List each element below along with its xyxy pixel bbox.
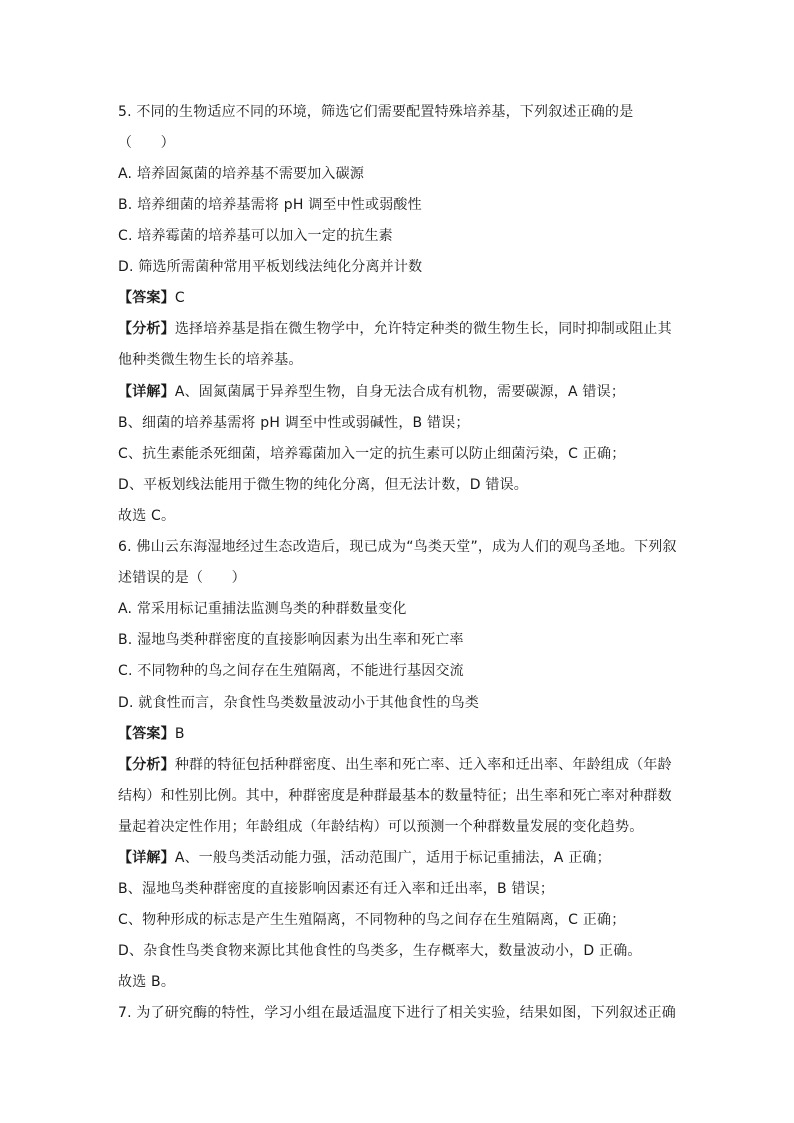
q5-option-a: A. 培养固氮菌的培养基不需要加入碳源 — [118, 166, 365, 182]
q6-option-c: C. 不同物种的鸟之间存在生殖隔离，不能进行基因交流 — [118, 663, 464, 679]
q5-analysis-tag: 【分析】 — [118, 321, 175, 337]
q5-answer-tag: 【答案】 — [118, 290, 175, 306]
q5-answer — [118, 288, 678, 308]
q5-stem: 5. 不同的生物适应不同的环境，筛选它们需要配置特殊培养基，下列叙述正确的是 — [118, 104, 634, 120]
q5-detail-line-1 — [118, 382, 678, 402]
q6-option-a: A. 常采用标记重捕法监测鸟类的种群数量变化 — [118, 601, 407, 617]
q5-analysis-text-1: 选择培养基是指在微生物学中，允许特定种类的微生物生长，同时抑制或阻止其 — [174, 321, 672, 337]
q6-detail-line-1 — [118, 848, 678, 868]
q6-answer-value: B — [174, 726, 185, 742]
q5-detail-line-2: B、细菌的培养基需将 pH 调至中性或弱碱性，B 错误； — [118, 415, 470, 431]
q6-answer — [118, 724, 678, 744]
q5-paren: （ ） — [118, 135, 175, 151]
q5-option-b: B. 培养细菌的培养基需将 pH 调至中性或弱酸性 — [118, 197, 422, 213]
q5-option-d: D. 筛选所需菌种常用平板划线法纯化分离并计数 — [118, 259, 423, 275]
q5-detail-tag: 【详解】 — [118, 384, 175, 400]
q6-analysis-line-2: 结构）和性别比例。其中，种群密度是种群最基本的数量特征；出生率和死亡率对种群数 — [118, 788, 672, 804]
q6-analysis-line-3: 量起着决定性作用；年龄组成（年龄结构）可以预测一个种群数量发展的变化趋势。 — [118, 819, 644, 835]
q6-detail-line-2: B、湿地鸟类种群密度的直接影响因素还有迁入率和迁出率，B 错误； — [118, 881, 555, 897]
q6-stem-line-2: 述错误的是（ ） — [118, 570, 246, 586]
q6-detail-text-1: A、一般鸟类活动能力强，活动范围广，适用于标记重捕法，A 正确； — [174, 850, 611, 866]
q5-detail-line-3: C、抗生素能杀死细菌，培养霉菌加入一定的抗生素可以防止细菌污染，C 正确； — [118, 446, 626, 462]
q5-analysis-line-2: 他种类微生物生长的培养基。 — [118, 352, 303, 368]
q5-answer-value: C — [174, 290, 185, 306]
q6-detail-line-3: C、物种形成的标志是产生生殖隔离，不同物种的鸟之间存在生殖隔离，C 正确； — [118, 912, 626, 928]
q6-conclusion: 故选 B。 — [118, 974, 176, 990]
q6-analysis-tag: 【分析】 — [118, 757, 175, 773]
q6-analysis-line-1 — [118, 755, 678, 775]
q5-analysis-line-1 — [118, 319, 678, 339]
q5-option-c: C. 培养霉菌的培养基可以加入一定的抗生素 — [118, 228, 393, 244]
q5-conclusion: 故选 C。 — [118, 508, 176, 524]
q6-analysis-text-1: 种群的特征包括种群密度、出生率和死亡率、迁入率和迁出率、年龄组成（年龄 — [174, 757, 672, 773]
q6-option-b: B. 湿地鸟类种群密度的直接影响因素为出生率和死亡率 — [118, 632, 464, 648]
q6-detail-line-4: D、杂食性鸟类食物来源比其他食性的鸟类多，生存概率大，数量波动小，D 正确。 — [118, 943, 642, 959]
q7-stem-line-1: 7. 为了研究酶的特性，学习小组在最适温度下进行了相关实验，结果如图，下列叙述正确 — [118, 1005, 677, 1021]
q5-detail-text-1: A、固氮菌属于异养型生物，自身无法合成有机物，需要碳源，A 错误； — [174, 384, 626, 400]
q6-stem-line-1: 6. 佛山云东海湿地经过生态改造后，现已成为“鸟类天堂”，成为人们的观鸟圣地。下列叙 — [118, 539, 677, 555]
q6-option-d: D. 就食性而言，杂食性鸟类数量波动小于其他食性的鸟类 — [118, 695, 480, 711]
q6-detail-tag: 【详解】 — [118, 850, 175, 866]
q6-answer-tag: 【答案】 — [118, 726, 175, 742]
q5-detail-line-4: D、平板划线法能用于微生物的纯化分离，但无法计数，D 错误。 — [118, 477, 529, 493]
